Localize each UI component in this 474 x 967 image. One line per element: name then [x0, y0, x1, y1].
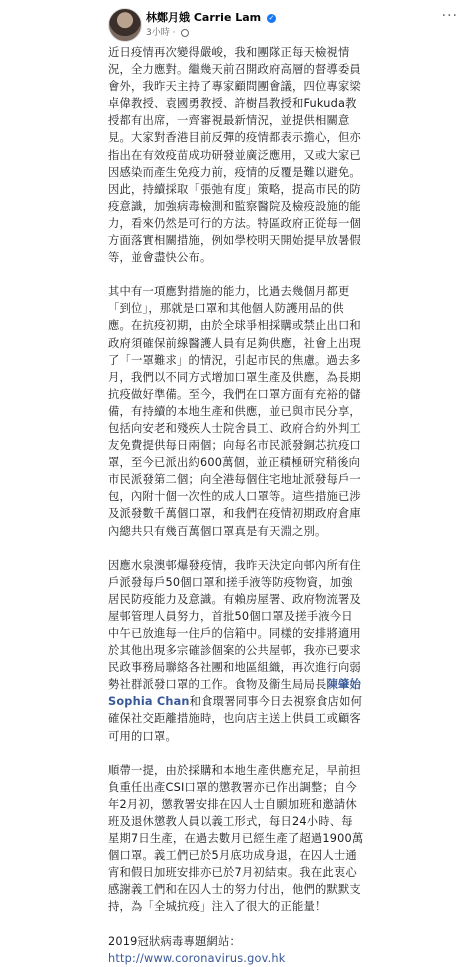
website-label: 2019冠狀病毒專題網站： [108, 934, 242, 948]
post-paragraph: 順帶一提，由於採購和本地生產供應充足，早前担負重任出產CSI口罩的懲教署亦已作出調整；自今年2月初，懲教署安排在囚人士自願加班和邀請休班及退休懲教人員以義工形式，每日24小時、每星期7日生產，在過去數月已經生產了超過1900萬個口罩。義工們已於5月底功成身退，在囚人士通宵和假日加班安排亦已於7月初結束。我在此衷心感謝義工們和在囚人士的努力付出，他們的默默支持，為「全城抗疫」注入了很大的正能量！ [108, 763, 364, 914]
post-timestamp[interactable]: 3小時 [146, 28, 170, 38]
author-name[interactable]: 林鄭月娥 Carrie Lam [146, 11, 262, 24]
post-paragraph: 其中有一項應對措施的能力，比過去幾個月都更「到位」，那就是口罩和其他個人防護用品的供應。在抗疫初期，由於全球爭相採購或禁止出口和政府須確保前線醫護人員有足夠供應，社會上出現了「一罩難求」的情況，引起市民的焦慮。過去多月，我們以不同方式增加口罩生產及供應，為長期抗疫做好準備。至今，我們在口罩方面有充裕的儲備，有持續的本地生產和供應，並已與市民分享，包括向安老和殘疾人士院舍員工、政府合約外判工友免費提供每日兩個；向每名市民派發銅芯抗疫口罩，至今已派出約600萬個，並正積極研究稍後向市民派發第二個；向全港每個住宅地址派發每戶一包，內附十個一次性的成人口罩等。這些措施已涉及派發數千萬個口罩，和我們在疫情初期政府倉庫內總共只有幾百萬個口罩真是有天淵之別。 [108, 285, 361, 538]
post-body [108, 44, 364, 967]
verified-badge-icon: ✓ [268, 13, 275, 22]
website-link[interactable]: http://www.coronavirus.gov.hk [108, 951, 286, 965]
globe-icon [181, 29, 189, 37]
website-line [108, 950, 364, 967]
post-meta: 3小時 · [146, 25, 189, 38]
more-options-icon[interactable]: ··· [441, 8, 458, 24]
author-name-line [146, 9, 276, 25]
post-paragraph: 因應水泉澳邨爆發疫情，我昨天決定向邨內所有住戶派發每戶50個口罩和搓手液等防疫物資，加強居民防疫能力及意識。有賴房屋署、政府物流署及屋邨管理人員努力，首批50個口罩及搓手液今日中午已放進每一住戶的信箱中。同樣的安排將適用於其他出現多宗確診個案的公共屋邨，我亦已要求民政事務局聯絡各社團和地區組織，再次進行向弱勢社群派發口罩的工作。食物及衞生局局長陳肇始 Sophia Chan和食環署同事今日去視察食店如何確保社交距離措施時，也向店主送上供員工或顧客可用的口罩。 [108, 558, 363, 743]
post-header [108, 8, 458, 44]
mention-link[interactable]: 陳肇始 Sophia Chan [108, 678, 361, 709]
post-paragraph: 近日疫情再次變得嚴峻，我和團隊正每天檢視情況，全力應對。繼幾天前召開政府高層的督導委員會外，我昨天主持了專家顧問團會議，四位專家梁卓偉教授、袁國勇教授、許樹昌教授和Fukuda教授都有出席，一齊審視最新情況，並提供相關意見。大家對香港目前反彈的疫情都表示擔心，但亦指出在有效疫苗成功研發並廣泛應用，又或大家已因感染而產生免疫力前，疫情的反覆是難以避免。因此，持續採取「張弛有度」策略，提高市民的防疫意識，加強病毒檢測和監察醫院及檢疫設施的能力，看來仍然是可行的方法。特區政府正從每一個方面落實相關措施，例如學校明天開始提早放暑假等，並會盡快公布。 [108, 46, 361, 265]
avatar[interactable] [108, 8, 142, 42]
